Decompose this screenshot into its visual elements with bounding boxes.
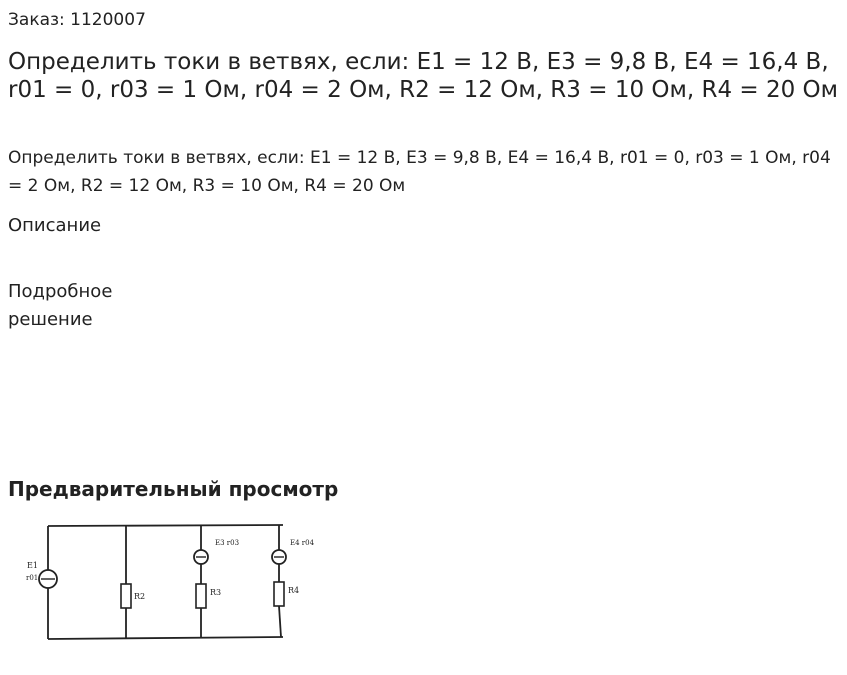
circuit-diagram — [20, 518, 330, 648]
label-r4: R4 — [288, 586, 300, 595]
label-r01: r01 — [26, 574, 39, 582]
description-label: Описание — [8, 215, 102, 236]
label-r2: R2 — [134, 592, 146, 601]
resistor-r4-icon — [274, 582, 284, 606]
order-number: Заказ: 1120007 — [8, 10, 146, 30]
page-title: Определить токи в ветвях, если: E1 = 12 B, E3 = 9,8 B, E4 = 16,4 B, r01 = 0, r03 = 1 Ом, r04 = 2 Ом, R2 = 12 Ом, R3 = 10 Ом, R4 = 20 Ом — [8, 49, 839, 103]
task-description: Определить токи в ветвях, если: E1 = 12 B, E3 = 9,8 B, E4 = 16,4 B, r01 = 0, r03 = 1 Ом, r04 = 2 Ом, R2 = 12 Ом, R3 = 10 Ом, R4 = 20 Ом — [8, 148, 831, 196]
label-r3: R3 — [210, 588, 222, 597]
resistor-r2-icon — [121, 584, 131, 608]
label-e1: E1 — [27, 561, 38, 570]
resistor-r3-icon — [196, 584, 206, 608]
detailed-solution-label: Подробное решение — [8, 281, 113, 330]
label-e4: E4 r04 — [290, 539, 315, 547]
circuit-wires — [48, 525, 283, 639]
preview-heading: Предварительный просмотр — [8, 477, 339, 501]
label-e3: E3 r03 — [215, 539, 240, 547]
